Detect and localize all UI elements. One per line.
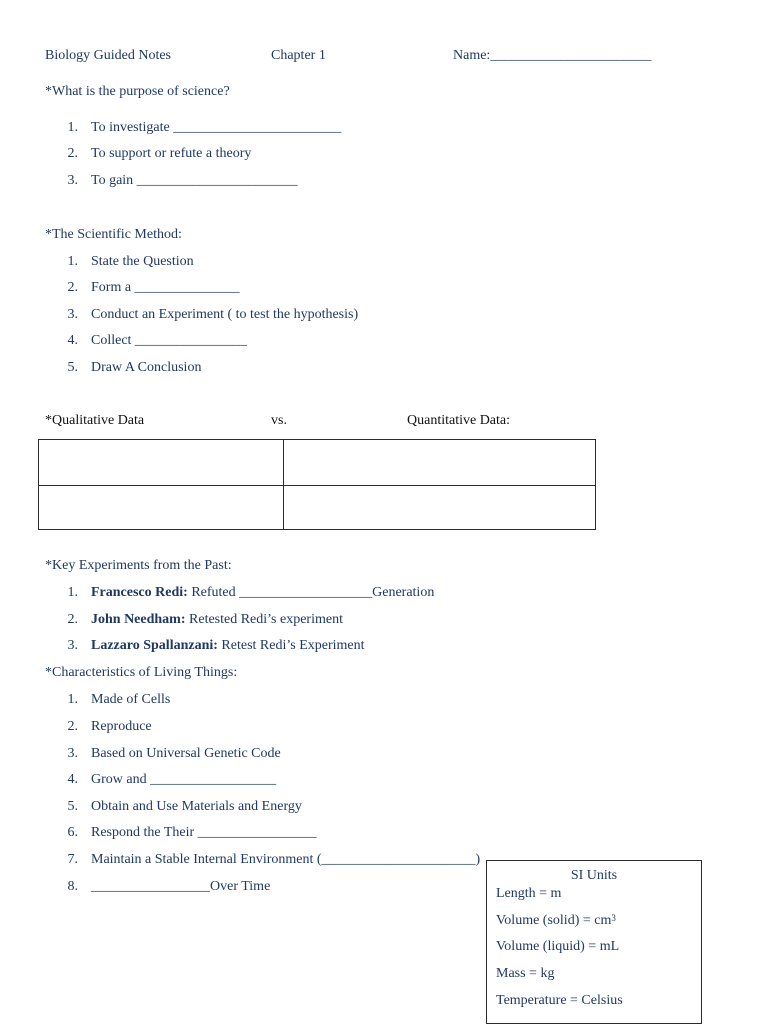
list-number: 2. [67,719,78,734]
si-mass: Mass = kg [496,966,555,981]
name-field[interactable]: Name:_______________________ [453,48,652,63]
list-text: To investigate ________________________ [91,120,342,135]
list-number: 5. [67,360,78,375]
list-number: 1. [67,692,78,707]
list-number: 6. [67,825,78,840]
list-number: 3. [67,173,78,188]
list-text: To support or refute a theory [91,146,252,161]
method-heading: *The Scientific Method: [45,227,182,242]
si-length: Length = m [496,886,562,901]
vs-label: vs. [271,413,287,428]
list-number: 2. [67,146,78,161]
list-text: To gain _______________________ [91,173,298,188]
living-heading: *Characteristics of Living Things: [45,665,238,680]
list-number: 1. [67,585,78,600]
experiments-heading: *Key Experiments from the Past: [45,558,232,573]
scientist-name: John Needham: [91,612,186,627]
list-text: Collect ________________ [91,333,247,348]
list-number: 3. [67,307,78,322]
list-number: 1. [67,254,78,269]
list-number: 7. [67,852,78,867]
si-units-title: SI Units [570,868,618,883]
si-units-box [486,860,702,1024]
list-text: Retest Redi’s Experiment [217,638,365,653]
list-text: Grow and __________________ [91,772,277,787]
scientist-name: Lazzaro Spallanzani: [91,638,218,653]
list-text: Obtain and Use Materials and Energy [91,799,302,814]
chapter-label: Chapter 1 [271,48,326,63]
list-number: 3. [67,638,78,653]
list-number: 8. [67,879,78,894]
list-number: 4. [67,772,78,787]
quantitative-label: Quantitative Data: [407,413,511,428]
comparison-table [38,439,596,530]
list-text: Conduct an Experiment ( to test the hypothesis) [91,307,359,322]
list-number: 2. [67,612,78,627]
table-divider [39,485,595,486]
list-number: 5. [67,799,78,814]
list-text: Draw A Conclusion [91,360,202,375]
list-text: Maintain a Stable Internal Environment (______________________) [91,852,481,867]
scientist-name: Francesco Redi: [91,585,188,600]
list-text: Made of Cells [91,692,171,707]
worksheet-title: Biology Guided Notes [45,48,171,63]
si-volume-liquid: Volume (liquid) = mL [496,939,620,954]
list-text: Form a _______________ [91,280,240,295]
list-text: State the Question [91,254,194,269]
list-number: 4. [67,333,78,348]
list-text: Refuted ___________________Generation [187,585,435,600]
list-text: Respond the Their _________________ [91,825,317,840]
list-text: Reproduce [91,719,152,734]
si-volume-solid: Volume (solid) = $cm^3$ [496,913,616,928]
superscript: 3 [611,913,616,923]
list-text: Based on Universal Genetic Code [91,746,281,761]
list-number: 3. [67,746,78,761]
purpose-heading: *What is the purpose of science? [45,84,230,99]
list-number: 2. [67,280,78,295]
list-number: 1. [67,120,78,135]
list-text: _________________Over Time [91,879,271,894]
si-temperature: Temperature = Celsius [496,993,623,1008]
qualitative-label: *Qualitative Data [45,413,145,428]
list-text: Retested Redi’s experiment [185,612,343,627]
